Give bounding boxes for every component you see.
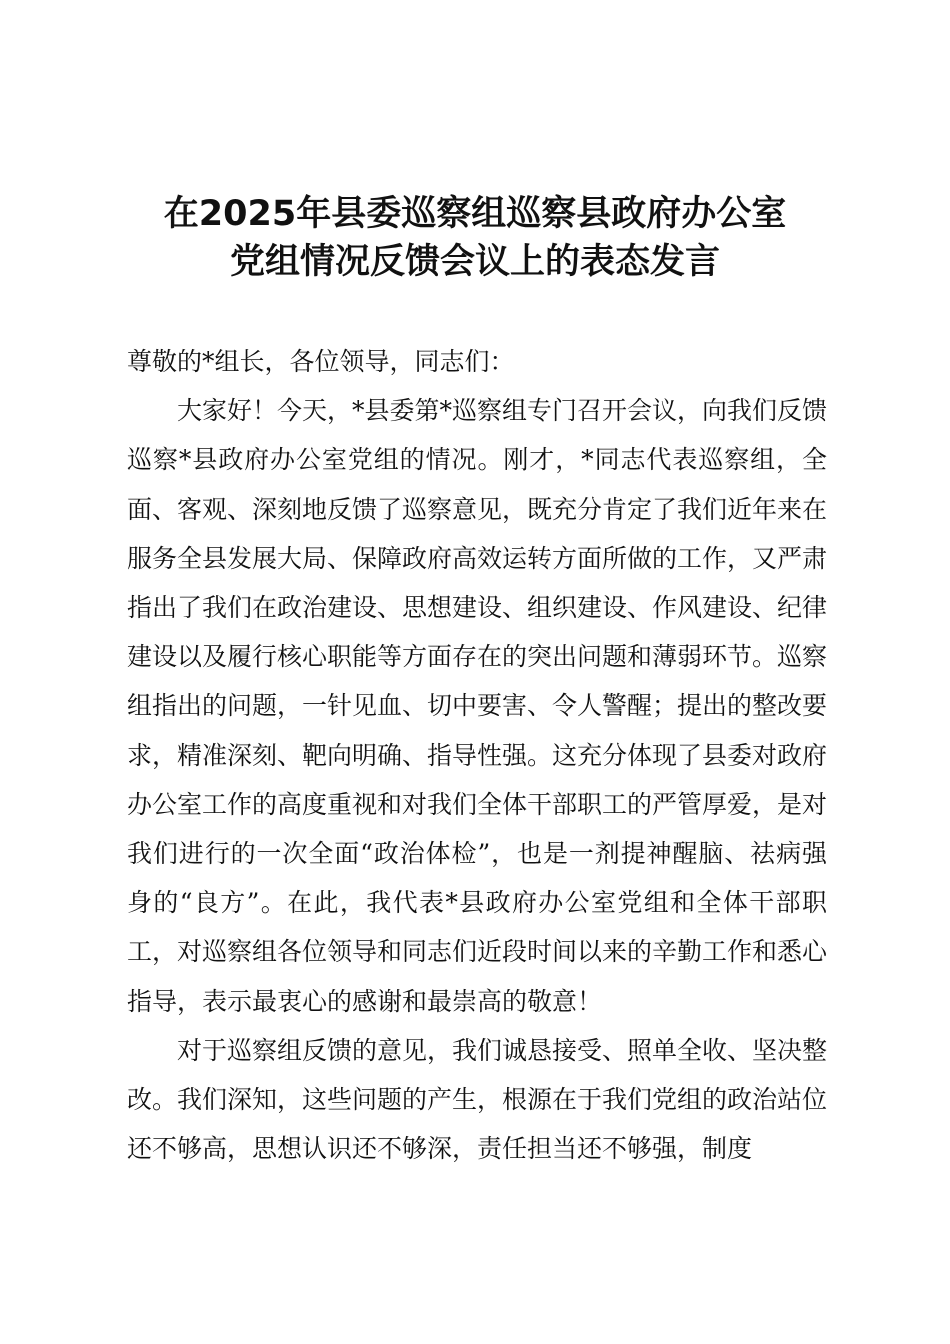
title-line-1: 在2025年县委巡察组巡察县政府办公室 <box>163 194 787 234</box>
paragraph-1: 大家好！今天，*县委第*巡察组专门召开会议，向我们反馈巡察*县政府办公室党组的情况。刚才，*同志代表巡察组，全面、客观、深刻地反馈了巡察意见，既充分肯定了我们近年来在服务全县发展大局、保障政府高效运转方面所做的工作，又严肃指出了我们在政治建设、思想建设、组织建设、作风建设、纪律建设以及履行核心职能等方面存在的突出问题和薄弱环节。巡察组指出的问题，一针见血、切中要害、令人警醒；提出的整改要求，精准深刻、靶向明确、指导性强。这充分体现了县委对政府办公室工作的高度重视和对我们全体干部职工的严管厚爱，是对我们进行的一次全面“政治体检”，也是一剂提神醒脑、祛病强身的“良方”。在此，我代表*县政府办公室党组和全体干部职工，对巡察组各位领导和同志们近段时间以来的辛勤工作和悉心指导，表示最衷心的感谢和最崇高的敬意！ <box>127 396 828 1016</box>
document-body <box>127 337 827 1173</box>
document-title <box>100 190 850 286</box>
paragraph-2: 对于巡察组反馈的意见，我们诚恳接受、照单全收、坚决整改。我们深知，这些问题的产生，根源在于我们党组的政治站位还不够高，思想认识还不够深，责任担当还不够强，制度 <box>127 1035 828 1164</box>
title-line-2: 党组情况反馈会议上的表态发言 <box>229 242 720 282</box>
salutation: 尊敬的*组长，各位领导，同志们： <box>127 347 515 376</box>
